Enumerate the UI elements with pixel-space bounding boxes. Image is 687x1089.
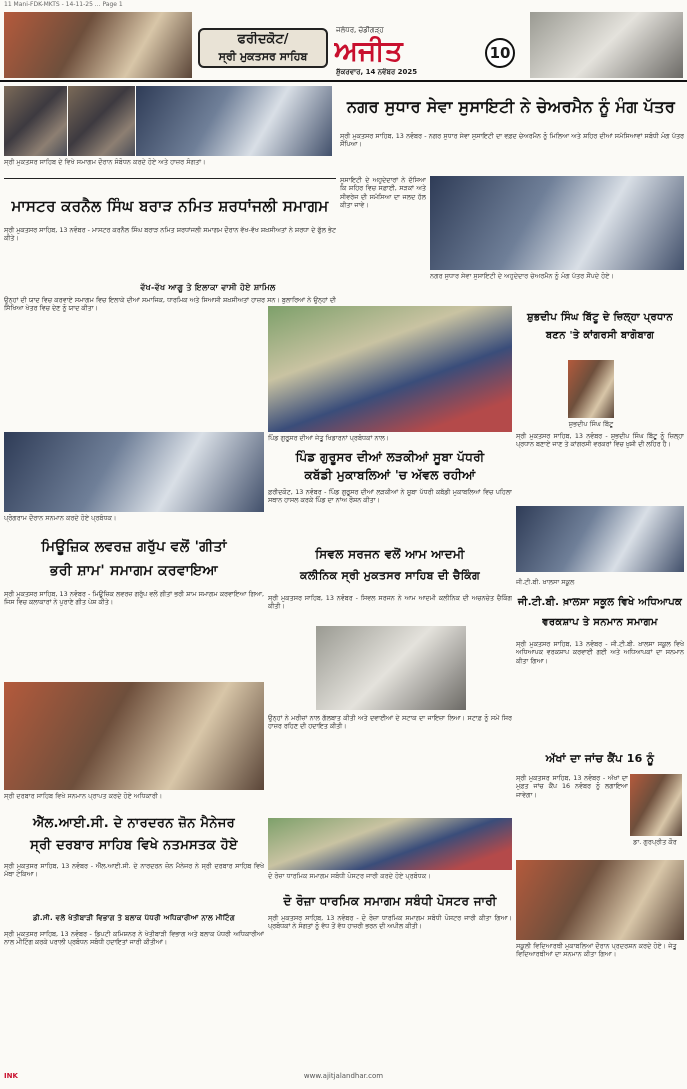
musical-lovers-headline-2: ਭਰੀ ਸ਼ਾਮ' ਸਮਾਗਮ ਕਰਵਾਇਆ bbox=[50, 563, 218, 579]
shubhdeep-body: ਸ੍ਰੀ ਮੁਕਤਸਰ ਸਾਹਿਬ, 13 ਨਵੰਬਰ - ਸ਼ੁਭਦੀਪ ਸਿੰਘ ਬਿੱਟੂ ਨੂੰ ਜ਼ਿਲ੍ਹਾ ਪ੍ਰਧਾਨ ਬਣਾਏ ਜਾਣ ਤੇ ਕਾਂਗਰਸੀ ਵਰਕਰਾਂ ਵਿਚ ਖ਼ੁਸ਼ੀ ਦੀ ਲਹਿਰ ਹੈ। bbox=[516, 432, 684, 449]
poster-headline: ਦੋ ਰੋਜ਼ਾ ਧਾਰਮਿਕ ਸਮਾਗਮ ਸਬੰਧੀ ਪੋਸਟਰ ਜਾਰੀ bbox=[283, 894, 497, 908]
masthead-right-photo bbox=[530, 12, 683, 78]
karnail-singh-headline: ਮਾਸਟਰ ਕਰਨੈਲ ਸਿੰਘ ਬਰਾੜ ਨਮਿਤ ਸ਼ਰਧਾਂਜਲੀ ਸਮਾਗਮ bbox=[11, 197, 329, 215]
paper-name: ਅਜੀਤ bbox=[334, 34, 403, 67]
darbar-sahib-photo bbox=[4, 682, 264, 790]
divider bbox=[4, 178, 336, 179]
shubhdeep-headline-2: ਬਣਨ 'ਤੇ ਕਾਂਗਰਸੀ ਬਾਗੋਬਾਗ bbox=[545, 330, 655, 341]
shubhdeep-headline-1: ਸ਼ੁਭਦੀਪ ਸਿੰਘ ਬਿੱਟੂ ਦੇ ਜ਼ਿਲ੍ਹਾ ਪ੍ਰਧਾਨ bbox=[527, 312, 673, 323]
sewa-society-column: ਸੁਸਾਇਟੀ ਦੇ ਅਹੁਦੇਦਾਰਾਂ ਨੇ ਦੱਸਿਆ ਕਿ ਸ਼ਹਿਰ ਵਿਚ ਸਫ਼ਾਈ, ਸੜਕਾਂ ਅਤੇ ਸੀਵਰੇਜ ਦੀ ਸਮੱਸਿਆ ਦਾ ਜਲਦ ਹੱਲ ਕੀਤਾ ਜਾਵੇ। bbox=[340, 176, 426, 209]
poster-release-photo bbox=[268, 818, 512, 870]
civil-surgeon-photo bbox=[316, 626, 466, 710]
footer-ink-mark: INK bbox=[4, 1072, 18, 1080]
gtb-body: ਸ੍ਰੀ ਮੁਕਤਸਰ ਸਾਹਿਬ, 13 ਨਵੰਬਰ - ਜੀ.ਟੀ.ਬੀ. ਖ਼ਾਲਸਾ ਸਕੂਲ ਵਿਖੇ ਅਧਿਆਪਕ ਵਰਕਸ਼ਾਪ ਕਰਵਾਈ ਗਈ ਅਤੇ ਅਧਿਆਪਕਾਂ ਦਾ ਸਨਮਾਨ ਕੀਤਾ ਗਿਆ। bbox=[516, 640, 684, 665]
dc-meeting-body: ਸ੍ਰੀ ਮੁਕਤਸਰ ਸਾਹਿਬ, 13 ਨਵੰਬਰ - ਡਿਪਟੀ ਕਮਿਸ਼ਨਰ ਨੇ ਖੇਤੀਬਾੜੀ ਵਿਭਾਗ ਅਤੇ ਬਲਾਕ ਪੱਧਰੀ ਅਧਿਕਾਰੀਆਂ ਨਾਲ ਮੀਟਿੰਗ ਕਰਕੇ ਪਰਾਲੀ ਪ੍ਰਬੰਧਨ ਸਬੰਧੀ ਹਦਾਇਤਾਂ ਜਾਰੀ ਕੀਤੀਆਂ। bbox=[4, 930, 264, 947]
students-photo bbox=[516, 860, 684, 940]
eye-camp-headline: ਅੱਖਾਂ ਦਾ ਜਾਂਚ ਕੈਂਪ 16 ਨੂੰ bbox=[545, 752, 655, 765]
eye-camp-portrait bbox=[630, 774, 682, 836]
karnail-singh-columns: ਉਨ੍ਹਾਂ ਦੀ ਯਾਦ ਵਿਚ ਕਰਵਾਏ ਸਮਾਗਮ ਵਿਚ ਇਲਾਕੇ ਦੀਆਂ ਸਮਾਜਿਕ, ਧਾਰਮਿਕ ਅਤੇ ਸਿਆਸੀ ਸ਼ਖ਼ਸੀਅਤਾਂ ਹਾਜ਼ਰ ਸਨ। ਬੁਲਾਰਿਆਂ ਨੇ ਉਨ੍ਹਾਂ ਦੀ ਸਿੱਖਿਆ ਖੇਤਰ ਵਿਚ ਦੇਣ ਨੂੰ ਯਾਦ ਕੀਤਾ। bbox=[4, 296, 336, 313]
civil-surgeon-headline-1: ਸਿਵਲ ਸਰਜਨ ਵਲੋਂ ਆਮ ਆਦਮੀ bbox=[315, 547, 465, 561]
karnail-singh-body: ਸ੍ਰੀ ਮੁਕਤਸਰ ਸਾਹਿਬ, 13 ਨਵੰਬਰ - ਮਾਸਟਰ ਕਰਨੈਲ ਸਿੰਘ ਬਰਾੜ ਨਮਿਤ ਸ਼ਰਧਾਂਜਲੀ ਸਮਾਗਮ ਦੌਰਾਨ ਵੱਖ-ਵੱਖ ਸ਼ਖ਼ਸੀਅਤਾਂ ਨੇ ਸ਼ਰਧਾ ਦੇ ਫੁੱਲ ਭੇਟ ਕੀਤੇ। bbox=[4, 226, 336, 243]
civil-surgeon-headline-2: ਕਲੀਨਿਕ ਸ੍ਰੀ ਮੁਕਤਸਰ ਸਾਹਿਬ ਦੀ ਚੈਕਿੰਗ bbox=[300, 569, 480, 582]
kabaddi-team-photo bbox=[268, 306, 512, 432]
civil-surgeon-columns: ਉਨ੍ਹਾਂ ਨੇ ਮਰੀਜ਼ਾਂ ਨਾਲ ਗੱਲਬਾਤ ਕੀਤੀ ਅਤੇ ਦਵਾਈਆਂ ਦੇ ਸਟਾਕ ਦਾ ਜਾਇਜ਼ਾ ਲਿਆ। ਸਟਾਫ਼ ਨੂੰ ਸਮੇਂ ਸਿਰ ਹਾਜ਼ਰ ਰਹਿਣ ਦੀ ਹਦਾਇਤ ਕੀਤੀ। bbox=[268, 714, 512, 731]
footer-website: www.ajitjalandhar.com bbox=[303, 1072, 384, 1080]
lic-photo-caption: ਸ੍ਰੀ ਦਰਬਾਰ ਸਾਹਿਬ ਵਿਖੇ ਸਨਮਾਨ ਪ੍ਰਾਪਤ ਕਰਦੇ ਹੋਏ ਅਧਿਕਾਰੀ। bbox=[4, 792, 163, 800]
eye-camp-portrait-label: ਡਾ. ਗੁਰਪ੍ਰੀਤ ਕੌਰ bbox=[633, 838, 677, 846]
page-slug: 11 Mani-FDK-MKTS - 14-11-25 ... Page 1 bbox=[4, 1, 123, 8]
sewa-society-caption: ਨਗਰ ਸੁਧਾਰ ਸੇਵਾ ਸੁਸਾਇਟੀ ਦੇ ਅਹੁਦੇਦਾਰ ਚੇਅਰਮੈਨ ਨੂੰ ਮੰਗ ਪੱਤਰ ਸੌਂਪਦੇ ਹੋਏ। bbox=[430, 272, 614, 280]
dc-meeting-headline: ਡੀ.ਸੀ. ਵਲੋਂ ਖੇਤੀਬਾੜੀ ਵਿਭਾਗ ਤੇ ਬਲਾਕ ਪੱਧਰੀ ਅਧਿਕਾਰੀਆਂ ਨਾਲ ਮੀਟਿੰਗ bbox=[32, 914, 236, 922]
eye-camp-body: ਸ੍ਰੀ ਮੁਕਤਸਰ ਸਾਹਿਬ, 13 ਨਵੰਬਰ - ਅੱਖਾਂ ਦਾ ਮੁਫ਼ਤ ਜਾਂਚ ਕੈਂਪ 16 ਨਵੰਬਰ ਨੂੰ ਲਗਾਇਆ ਜਾਵੇਗਾ। bbox=[516, 774, 628, 799]
lic-headline-2: ਸ੍ਰੀ ਦਰਬਾਰ ਸਾਹਿਬ ਵਿਖੇ ਨਤਮਸਤਕ ਹੋਏ bbox=[30, 838, 238, 853]
speaker-photo-1 bbox=[4, 86, 67, 156]
top-left-caption: ਸ੍ਰੀ ਮੁਕਤਸਰ ਸਾਹਿਬ ਦੇ ਵਿਖੇ ਸਮਾਗਮ ਦੌਰਾਨ ਸੰਬੋਧਨ ਕਰਦੇ ਹੋਏ ਅਤੇ ਹਾਜ਼ਰ ਸੰਗਤਾਂ। bbox=[4, 158, 206, 166]
sewa-society-body: ਸ੍ਰੀ ਮੁਕਤਸਰ ਸਾਹਿਬ, 13 ਨਵੰਬਰ - ਨਗਰ ਸੁਧਾਰ ਸੇਵਾ ਸੁਸਾਇਟੀ ਦਾ ਵਫ਼ਦ ਚੇਅਰਮੈਨ ਨੂੰ ਮਿਲਿਆ ਅਤੇ ਸ਼ਹਿਰ ਦੀਆਂ ਸਮੱਸਿਆਵਾਂ ਸਬੰਧੀ ਮੰਗ ਪੱਤਰ ਸੌਂਪਿਆ। bbox=[340, 132, 684, 149]
gtb-photo-caption: ਜੀ.ਟੀ.ਬੀ. ਖ਼ਾਲਸਾ ਸਕੂਲ bbox=[516, 578, 575, 586]
gathering-photo bbox=[136, 86, 332, 156]
edition-date: ਸ਼ੁੱਕਰਵਾਰ, 14 ਨਵੰਬਰ 2025 bbox=[336, 68, 418, 76]
sewa-society-headline: ਨਗਰ ਸੁਧਾਰ ਸੇਵਾ ਸੁਸਾਇਟੀ ਨੇ ਚੇਅਰਮੈਨ ਨੂੰ ਮੰਗ ਪੱਤਰ bbox=[346, 97, 676, 116]
kabaddi-caption: ਪਿੰਡ ਗੁਰੂਸਰ ਦੀਆਂ ਜੇਤੂ ਖਿਡਾਰਨਾਂ ਪ੍ਰਬੰਧਕਾਂ ਨਾਲ। bbox=[268, 434, 390, 442]
shubhdeep-portrait-label: ਸ਼ੁਭਦੀਪ ਸਿੰਘ ਬਿੱਟੂ bbox=[568, 420, 614, 428]
edition-nameplate bbox=[198, 28, 328, 68]
lic-headline-1: ਐੱਲ.ਆਈ.ਸੀ. ਦੇ ਨਾਰਦਰਨ ਜ਼ੋਨ ਮੈਨੇਜਰ bbox=[33, 816, 235, 831]
masthead-left-photo bbox=[4, 12, 192, 78]
civil-surgeon-body: ਸ੍ਰੀ ਮੁਕਤਸਰ ਸਾਹਿਬ, 13 ਨਵੰਬਰ - ਸਿਵਲ ਸਰਜਨ ਨੇ ਆਮ ਆਦਮੀ ਕਲੀਨਿਕ ਦੀ ਅਚਨਚੇਤ ਚੈਕਿੰਗ ਕੀਤੀ। bbox=[268, 594, 512, 611]
masthead bbox=[0, 10, 687, 82]
lic-body: ਸ੍ਰੀ ਮੁਕਤਸਰ ਸਾਹਿਬ, 13 ਨਵੰਬਰ - ਐੱਲ.ਆਈ.ਸੀ. ਦੇ ਨਾਰਦਰਨ ਜ਼ੋਨ ਮੈਨੇਜਰ ਨੇ ਸ੍ਰੀ ਦਰਬਾਰ ਸਾਹਿਬ ਵਿਖੇ ਮੱਥਾ ਟੇਕਿਆ। bbox=[4, 862, 264, 879]
poster-caption: ਦੋ ਰੋਜ਼ਾ ਧਾਰਮਿਕ ਸਮਾਗਮ ਸਬੰਧੀ ਪੋਸਟਰ ਜਾਰੀ ਕਰਦੇ ਹੋਏ ਪ੍ਰਬੰਧਕ। bbox=[268, 872, 431, 880]
edition-line1: ਫਰੀਦਕੋਟ/ bbox=[237, 32, 289, 47]
speaker-photo-2 bbox=[68, 86, 135, 156]
sewa-society-photo bbox=[430, 176, 684, 270]
kabaddi-body: ਫ਼ਰੀਦਕੋਟ, 13 ਨਵੰਬਰ - ਪਿੰਡ ਗੁਰੂਸਰ ਦੀਆਂ ਲੜਕੀਆਂ ਨੇ ਸੂਬਾ ਪੱਧਰੀ ਕਬੱਡੀ ਮੁਕਾਬਲਿਆਂ ਵਿਚ ਪਹਿਲਾ ਸਥਾਨ ਹਾਸਲ ਕਰਕੇ ਪਿੰਡ ਦਾ ਨਾਂਅ ਰੌਸ਼ਨ ਕੀਤਾ। bbox=[268, 488, 512, 505]
karnail-singh-subhead: ਵੱਖ-ਵੱਖ ਆਗੂ ਤੇ ਇਲਾਕਾ ਵਾਸੀ ਹੋਏ ਸ਼ਾਮਿਲ bbox=[140, 283, 276, 292]
kabaddi-headline-1: ਪਿੰਡ ਗੁਰੂਸਰ ਦੀਆਂ ਲੜਕੀਆਂ ਸੂਬਾ ਪੱਧਰੀ bbox=[295, 450, 485, 464]
city-line: ਜਲੰਧਰ, ਚੰਡੀਗੜ੍ਹ bbox=[336, 26, 384, 34]
musical-lovers-photo bbox=[4, 432, 264, 512]
shubhdeep-group-photo bbox=[516, 506, 684, 572]
musical-lovers-photo-caption: ਪ੍ਰੋਗਰਾਮ ਦੌਰਾਨ ਸਨਮਾਨ ਕਰਦੇ ਹੋਏ ਪ੍ਰਬੰਧਕ। bbox=[4, 514, 117, 522]
edition-line2: ਸ੍ਰੀ ਮੁਕਤਸਰ ਸਾਹਿਬ bbox=[218, 50, 308, 63]
gtb-headline-2: ਵਰਕਸ਼ਾਪ ਤੇ ਸਨਮਾਨ ਸਮਾਗਮ bbox=[542, 617, 658, 628]
students-caption: ਸਕੂਲੀ ਵਿਦਿਆਰਥੀ ਮੁਕਾਬਲਿਆਂ ਦੌਰਾਨ ਪ੍ਰਦਰਸ਼ਨ ਕਰਦੇ ਹੋਏ। ਜੇਤੂ ਵਿਦਿਆਰਥੀਆਂ ਦਾ ਸਨਮਾਨ ਕੀਤਾ ਗਿਆ। bbox=[516, 942, 677, 958]
page-number-badge: 10 bbox=[485, 38, 515, 68]
musical-lovers-body: ਸ੍ਰੀ ਮੁਕਤਸਰ ਸਾਹਿਬ, 13 ਨਵੰਬਰ - ਮਿਊਜ਼ਿਕ ਲਵਰਜ਼ ਗਰੁੱਪ ਵਲੋਂ ਗੀਤਾਂ ਭਰੀ ਸ਼ਾਮ ਸਮਾਗਮ ਕਰਵਾਇਆ ਗਿਆ, ਜਿਸ ਵਿਚ ਕਲਾਕਾਰਾਂ ਨੇ ਪੁਰਾਣੇ ਗੀਤ ਪੇਸ਼ ਕੀਤੇ। bbox=[4, 590, 264, 607]
poster-body: ਸ੍ਰੀ ਮੁਕਤਸਰ ਸਾਹਿਬ, 13 ਨਵੰਬਰ - ਦੋ ਰੋਜ਼ਾ ਧਾਰਮਿਕ ਸਮਾਗਮ ਸਬੰਧੀ ਪੋਸਟਰ ਜਾਰੀ ਕੀਤਾ ਗਿਆ। ਪ੍ਰਬੰਧਕਾਂ ਨੇ ਸੰਗਤਾਂ ਨੂੰ ਵੱਧ ਤੋਂ ਵੱਧ ਹਾਜ਼ਰੀ ਭਰਨ ਦੀ ਅਪੀਲ ਕੀਤੀ। bbox=[268, 914, 512, 931]
gtb-headline-1: ਜੀ.ਟੀ.ਬੀ. ਖ਼ਾਲਸਾ ਸਕੂਲ ਵਿਖੇ ਅਧਿਆਪਕ bbox=[517, 597, 683, 608]
musical-lovers-headline-1: ਮਿਊਜ਼ਿਕ ਲਵਰਜ਼ ਗਰੁੱਪ ਵਲੋਂ 'ਗੀਤਾਂ bbox=[41, 539, 227, 555]
kabaddi-headline-2: ਕਬੱਡੀ ਮੁਕਾਬਲਿਆਂ 'ਚ ਅੱਵਲ ਰਹੀਆਂ bbox=[304, 468, 476, 482]
shubhdeep-portrait bbox=[568, 360, 614, 418]
